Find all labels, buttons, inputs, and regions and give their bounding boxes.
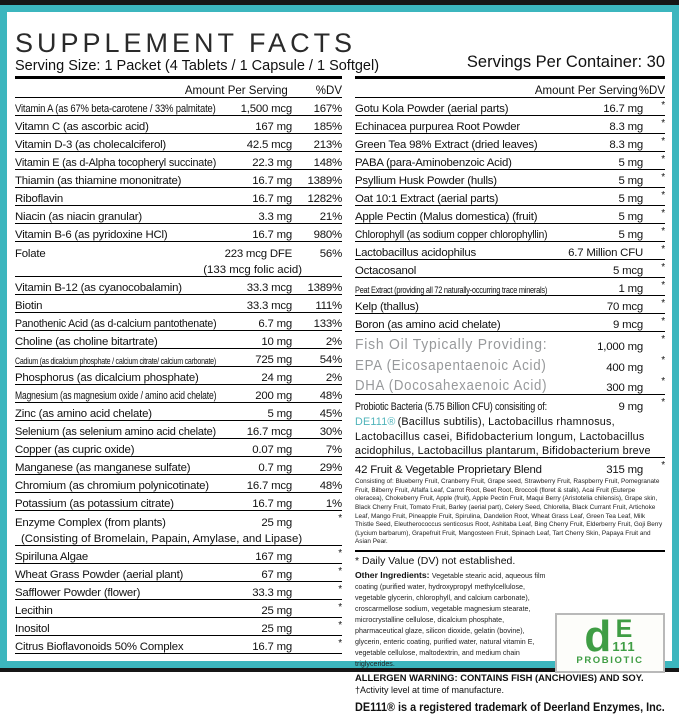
ingredient-name: Apple Pectin (Malus domestica) (fruit)	[355, 211, 538, 223]
table-row	[15, 242, 342, 260]
other-ingredients-text: Vegetable stearic acid, aqueous film coating (purified water, hydroxypropyl methylcellulose, vegetable glycerin, chlorophyll, and calcium carbonate), croscarmellose sodium, vegetable magnesium stearate, microcrystalline cellulose, dicalcium phosphate, pharmaceutical glaze, silicon dioxide, gelatin (bovine), glycerin, enteric coating, purified water, natural vitamin E, vegetable cellulose, maltodextrin, and medium chain triglycerides.	[355, 572, 546, 669]
table-row	[15, 116, 342, 134]
table-row	[15, 98, 342, 116]
ingredient-amount: 42.5 mcg	[246, 139, 292, 151]
ingredient-amount: 5 mg	[618, 229, 643, 241]
ingredient-amount: 25 mg	[261, 605, 292, 617]
table-row	[15, 134, 342, 152]
ingredient-name: Copper (as cupric oxide)	[15, 444, 135, 456]
ingredient-amount: 24 mg	[261, 372, 292, 384]
ingredient-dv: *	[661, 262, 665, 273]
ingredient-dv: 1282%	[307, 193, 342, 205]
ingredient-name: Vitamin A (as 67% beta-carotene / 33% palmitate)	[15, 103, 216, 115]
ingredient-dv: *	[661, 136, 665, 147]
de111-probiotic-logo	[555, 613, 665, 673]
ingredient-dv: *	[661, 280, 665, 291]
table-row	[15, 439, 342, 457]
table-row	[15, 618, 342, 636]
ingredient-amount: 315 mg	[606, 464, 643, 476]
table-row	[15, 564, 342, 582]
ingredient-amount: 5 mg	[618, 175, 643, 187]
ingredient-amount: 3.3 mg	[258, 211, 292, 223]
left-column-header	[15, 79, 342, 98]
table-row	[355, 206, 665, 224]
amount-per-serving-header: Amount Per Serving	[534, 85, 638, 97]
ingredient-amount: 16.7 mg	[603, 103, 643, 115]
table-row	[15, 511, 342, 529]
ingredient-dv: 29%	[319, 462, 342, 474]
ingredient-amount: 9 mg	[618, 401, 643, 413]
ingredient-amount: 9 mcg	[612, 319, 643, 331]
ingredient-dv: *	[661, 208, 665, 219]
ingredient-dv: *	[661, 316, 665, 327]
supplement-facts-label	[0, 5, 679, 714]
table-row	[15, 152, 342, 170]
logo-letter-d: d	[584, 612, 612, 662]
table-subrow: acidophilus, Lactobacillus plantarum, Bifidobacterium breve	[355, 443, 665, 458]
ingredient-amount: 300 mg	[606, 382, 643, 394]
footer	[355, 569, 665, 714]
ingredient-name: Niacin (as niacin granular)	[15, 211, 142, 223]
right-column-header	[355, 79, 665, 98]
ingredient-amount: 33.3 mcg	[246, 282, 292, 294]
ingredient-name: Citrus Bioflavonoids 50% Complex	[15, 641, 184, 653]
ingredient-amount: 5 mg	[267, 408, 292, 420]
ingredient-name: Lecithin	[15, 605, 53, 617]
ingredient-dv: *	[661, 460, 665, 471]
ingredient-dv: 133%	[313, 318, 342, 330]
ingredient-dv: 48%	[319, 390, 342, 402]
table-row	[15, 349, 342, 367]
right-rows	[355, 98, 665, 552]
ingredient-amount: 25 mg	[261, 517, 292, 529]
ingredient-dv: 167%	[313, 103, 342, 115]
ingredient-amount: 167 mg	[255, 551, 292, 563]
ingredient-dv: *	[338, 548, 342, 559]
ingredient-amount: 33.3 mg	[252, 587, 292, 599]
table-row	[355, 152, 665, 170]
ingredient-amount: 16.7 mg	[252, 498, 292, 510]
table-row	[355, 314, 665, 332]
ingredient-name: Peat Extract (providing all 72 naturally-occurring trace minerals)	[355, 285, 548, 295]
table-row	[355, 134, 665, 152]
ingredient-dv: 213%	[313, 139, 342, 151]
ingredient-amount: 16.7 mg	[252, 229, 292, 241]
ingredient-name: Chromium (as chromium polynicotinate)	[15, 480, 209, 492]
table-row	[15, 600, 342, 618]
table-row	[15, 313, 342, 331]
ingredient-amount: 0.7 mg	[258, 462, 292, 474]
right-column	[355, 76, 665, 714]
ingredient-name: Oat 10:1 Extract (aerial parts)	[355, 193, 499, 205]
ingredient-name: Folate	[15, 248, 46, 260]
ingredient-dv: *	[661, 376, 665, 387]
ingredient-amount: 1 mg	[618, 283, 643, 295]
ingredient-dv: *	[661, 397, 665, 408]
ingredient-amount: 5 mg	[618, 211, 643, 223]
logo-number-111: 111	[612, 638, 636, 654]
table-row	[355, 395, 665, 413]
ingredient-name: Echinacea purpurea Root Powder	[355, 121, 520, 133]
daily-value-note: * Daily Value (DV) not established.	[355, 555, 516, 568]
table-row	[355, 116, 665, 134]
ingredient-amount: 10 mg	[261, 336, 292, 348]
table-row	[15, 367, 342, 385]
table-subrow: DE111® (Bacillus subtilis), Lactobacillus rhamnosus,	[355, 416, 615, 428]
ingredient-name: Spiriluna Algae	[15, 551, 88, 563]
ingredient-amount: 16.7 mcg	[246, 426, 292, 438]
ingredient-name: Zinc (as amino acid chelate)	[15, 408, 152, 420]
ingredient-name: Green Tea 98% Extract (dried leaves)	[355, 139, 538, 151]
serving-size: Serving Size: 1 Packet (4 Tablets / 1 Capsule / 1 Softgel)	[15, 58, 380, 74]
other-ingredients-label: Other Ingredients:	[355, 570, 432, 581]
ingredient-dv: *	[661, 298, 665, 309]
ingredient-dv: *	[661, 118, 665, 129]
ingredient-amount: 0.07 mg	[252, 444, 292, 456]
ingredient-name: Probiotic Bacteria (5.75 Billion CFU) consisiting of:	[355, 401, 547, 413]
ingredient-amount: 8.3 mg	[609, 139, 643, 151]
table-row	[15, 636, 342, 654]
table-row	[15, 170, 342, 188]
ingredient-name: Vitamin D-3 (as cholecalciferol)	[15, 139, 167, 151]
ingredient-dv: 1389%	[307, 175, 342, 187]
table-row	[355, 260, 665, 278]
ingredient-name: Boron (as amino acid chelate)	[355, 319, 501, 331]
ingredient-dv: *	[661, 244, 665, 255]
table-row	[15, 493, 342, 511]
ingredient-amount: 200 mg	[255, 390, 292, 402]
ingredient-amount: 16.7 mg	[252, 175, 292, 187]
label-header	[15, 14, 665, 74]
table-row	[15, 188, 342, 206]
ingredient-dv: *	[661, 154, 665, 165]
allergen-warning: ALLERGEN WARNING: CONTAINS FISH (ANCHOVIES) AND SOY.	[355, 672, 644, 684]
ingredient-name: Riboflavin	[15, 193, 64, 205]
ingredient-name: 42 Fruit & Vegetable Proprietary Blend	[355, 464, 542, 476]
ingredient-amount: 16.7 mg	[252, 641, 292, 653]
table-row	[15, 224, 342, 242]
ingredient-amount: 67 mg	[261, 569, 292, 581]
ingredient-name: DHA (Docosahexaenoic Acid)	[355, 378, 548, 394]
ingredient-name: Choline (as choline bitartrate)	[15, 336, 158, 348]
logo-letter-e: E	[615, 615, 633, 644]
trademark-note: DE111® is a registered trademark of Deerland Enzymes, Inc.	[355, 700, 665, 714]
table-row	[355, 98, 665, 116]
ingredient-name: Enzyme Complex (from plants)	[15, 517, 166, 529]
table-row	[355, 458, 665, 476]
table-row	[15, 582, 342, 600]
ingredient-amount: 5 mcg	[612, 265, 643, 277]
table-row	[15, 295, 342, 313]
ingredient-dv: *	[338, 513, 342, 524]
ingredient-name: Inositol	[15, 623, 50, 635]
ingredient-amount: 1,000 mg	[597, 341, 643, 353]
ingredient-name: Potassium (as potassium citrate)	[15, 498, 174, 510]
ingredient-dv: 21%	[319, 211, 342, 223]
ingredient-dv: *	[661, 355, 665, 366]
ingredient-amount: 167 mg	[255, 121, 292, 133]
ingredient-amount: 5 mg	[618, 157, 643, 169]
table-row	[355, 374, 665, 395]
percent-dv-header: %DV	[315, 85, 342, 97]
ingredient-amount: 5 mg	[618, 193, 643, 205]
ingredient-dv: *	[338, 566, 342, 577]
table-row	[15, 206, 342, 224]
table-row	[15, 403, 342, 421]
ingredient-dv: 7%	[325, 444, 342, 456]
ingredient-name: Selenium (as selenium amino acid chelate)	[15, 426, 216, 438]
table-row	[15, 331, 342, 349]
de111-brand-text: DE111®	[355, 416, 396, 428]
ingredient-dv: *	[338, 620, 342, 631]
ingredient-dv: 185%	[313, 121, 342, 133]
ingredient-name: Safflower Powder (flower)	[15, 587, 141, 599]
table-row	[355, 353, 665, 374]
page-title: SUPPLEMENT FACTS	[15, 27, 357, 58]
table-row	[355, 224, 665, 242]
ingredient-amount: 70 mcg	[606, 301, 643, 313]
ingredient-dv: *	[661, 334, 665, 345]
table-row	[15, 546, 342, 564]
ingredient-dv: *	[338, 584, 342, 595]
ingredient-name: Vitamin B-6 (as pyridoxine HCl)	[15, 229, 168, 241]
activity-footnote: †Activity level at time of manufacture.	[355, 685, 505, 696]
table-row	[15, 421, 342, 439]
ingredient-name: Fish Oil Typically Providing:	[355, 337, 548, 353]
table-row	[355, 296, 665, 314]
ingredient-amount: 22.3 mg	[252, 157, 292, 169]
table-row	[15, 475, 342, 493]
table-row	[355, 188, 665, 206]
ingredient-dv: 111%	[315, 300, 342, 312]
ingredient-name: Magnesium (as magnesium oxide / amino acid chelate)	[15, 390, 217, 402]
left-rows	[15, 98, 342, 654]
ingredient-name: Manganese (as manganese sulfate)	[15, 462, 191, 474]
servings-per-container: Servings Per Container: 30	[466, 53, 665, 71]
ingredient-amount: 33.3 mcg	[246, 300, 292, 312]
ingredient-name: Kelp (thallus)	[355, 301, 419, 313]
ingredient-dv: *	[661, 226, 665, 237]
ingredient-amount: 223 mcg DFE	[224, 248, 292, 260]
ingredient-amount: 1,500 mcg	[240, 103, 292, 115]
facts-columns	[15, 76, 665, 714]
ingredient-name: Vitamin B-12 (as cyanocobalamin)	[15, 282, 182, 294]
ingredient-dv: 1389%	[307, 282, 342, 294]
ingredient-dv: *	[338, 602, 342, 613]
ingredient-dv: 1%	[325, 498, 342, 510]
ingredient-name: PABA (para-Aminobenzoic Acid)	[355, 157, 512, 169]
blend-detail: Consisting of: Blueberry Fruit, Cranberry Fruit, Grape seed, Strawberry Fruit, Raspberry Fruit, Pomegranate Fruit, Bilberry Fruit, Alfalfa Leaf, Carrot Root, Beet Root, Broccoli (floret & stalk), Acai Fruit (Euterpe oleracea), Chokeberry Fruit, Apple (fruit), Apple Pectin Fruit, Maqui Berry (Aristotelia chilensis), Grape skin, Black Cherry Fruit, Tomato Fruit, Barley (aerial part), Celery Seed, Chlorella, Black Currant Fruit, Artichoke Leaf, Mango Fruit, Pineapple Fruit, Spirulina, Dandelion Root, Wheat Grass Leaf, Green Tea Leaf, Milk Thistle Seed, Eleutherococcus senticosus Root, Ashitaba Leaf, Bing Cherry Fruit, Elderberry Fruit, Goji Berry (Lycium barbarum), Grapefruit Fruit, Mangosteen Fruit, Spinach Leaf, Tart Cherry Skin, Papaya Fruit and Asian Pear.	[355, 476, 665, 552]
ingredient-dv: 2%	[325, 372, 342, 384]
ingredient-amount: 6.7 mg	[258, 318, 292, 330]
ingredient-amount: 16.7 mg	[252, 193, 292, 205]
table-row	[15, 385, 342, 403]
ingredient-amount: 16.7 mcg	[246, 480, 292, 492]
ingredient-dv: 45%	[319, 408, 342, 420]
ingredient-dv: 2%	[325, 336, 342, 348]
ingredient-name: Gotu Kola Powder (aerial parts)	[355, 103, 509, 115]
ingredient-name: Octacosanol	[355, 265, 417, 277]
ingredient-dv: 980%	[313, 229, 342, 241]
header-left	[15, 27, 379, 74]
table-row	[355, 278, 665, 296]
ingredient-name: Biotin	[15, 300, 43, 312]
ingredient-amount: 8.3 mg	[609, 121, 643, 133]
table-subrow: Lactobacillus casei, Bifidobacterium longum, Lactobacillus	[355, 431, 645, 443]
table-row	[355, 242, 665, 260]
ingredient-dv: *	[338, 638, 342, 649]
percent-dv-header: %DV	[638, 85, 665, 97]
ingredient-dv: *	[661, 172, 665, 183]
ingredient-name: Lactobacillus acidophilus	[355, 247, 477, 259]
table-row	[15, 457, 342, 475]
ingredient-dv: 148%	[313, 157, 342, 169]
ingredient-amount: 725 mg	[255, 354, 292, 366]
table-subrow: (Consisting of Bromelain, Papain, Amylase, and Lipase)	[15, 529, 342, 546]
ingredient-dv: *	[661, 100, 665, 111]
ingredient-name: Cadium (as dicalcium phosphate / calcium citrate/ calcium carbonate)	[15, 356, 216, 366]
ingredient-name: Thiamin (as thiamine mononitrate)	[15, 175, 182, 187]
ingredient-name: Phosphorus (as dicalcium phosphate)	[15, 372, 199, 384]
logo-e-column	[612, 615, 636, 654]
left-column	[15, 76, 342, 714]
ingredient-name: Vitamn C (as ascorbic acid)	[15, 121, 149, 133]
ingredient-amount: 400 mg	[606, 362, 643, 374]
ingredient-name: Wheat Grass Powder (aerial plant)	[15, 569, 184, 581]
ingredient-dv: 56%	[319, 248, 342, 260]
ingredient-dv: 54%	[319, 354, 342, 366]
ingredient-name: EPA (Eicosapentaenoic Acid)	[355, 358, 547, 374]
ingredient-amount: 25 mg	[261, 623, 292, 635]
ingredient-dv: *	[661, 190, 665, 201]
ingredient-name: Psyllium Husk Powder (hulls)	[355, 175, 497, 187]
ingredient-dv: 30%	[319, 426, 342, 438]
ingredient-name: Chlorophyll (as sodium copper chlorophyllin)	[355, 229, 548, 241]
ingredient-dv: 48%	[319, 480, 342, 492]
ingredient-amount: 6.7 Million CFU	[568, 247, 643, 259]
table-row	[355, 170, 665, 188]
ingredient-name: Vitamin E (as d-Alpha tocopheryl succinate)	[15, 157, 217, 169]
table-row	[355, 332, 665, 353]
table-subrow: (133 mcg folic acid)	[15, 260, 342, 277]
logo-probiotic-label: PROBIOTIC	[576, 654, 644, 666]
ingredient-name: Panothenic Acid (as d-calcium pantothenate)	[15, 318, 217, 330]
table-row	[15, 277, 342, 295]
amount-per-serving-header: Amount Per Serving	[184, 85, 288, 97]
